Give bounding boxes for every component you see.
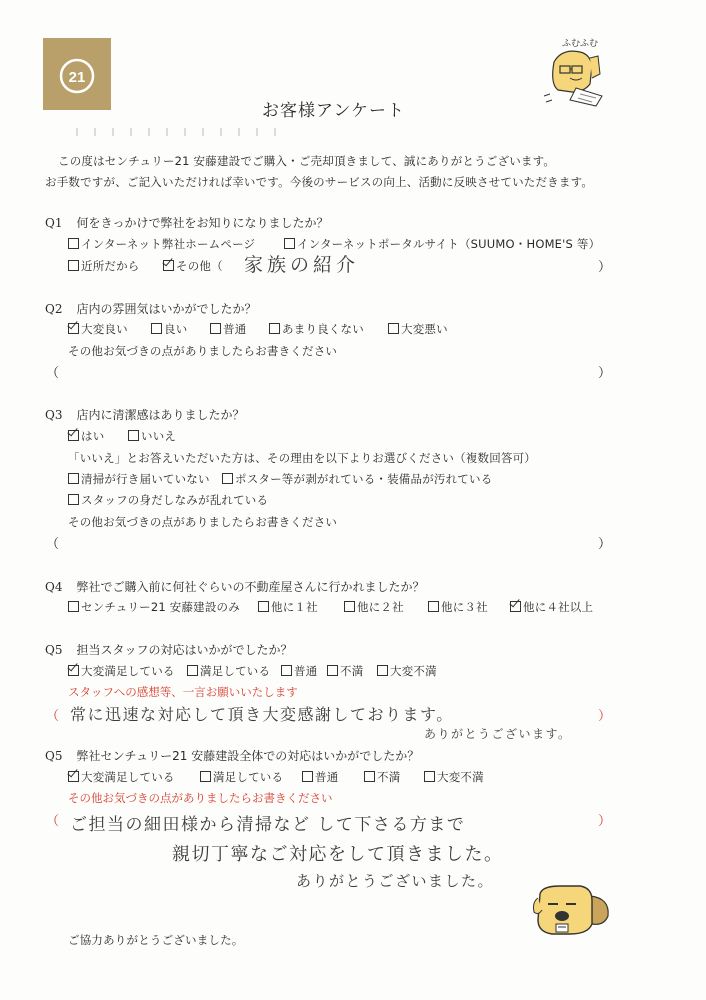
q5b-number: Q5 — [45, 749, 63, 763]
q4-option-1 — [68, 599, 240, 615]
q5a-handwritten-line-2: ありがとうございます。 — [424, 727, 572, 741]
q1-option-2-label: インターネットポータルサイト（SUUMO・HOME'S 等） — [297, 237, 601, 251]
q2-option-3-checkbox[interactable] — [210, 323, 221, 334]
q4-option-5-label: 他に４社以上 — [523, 600, 594, 614]
q5b-text: 弊社センチュリー21 安藤建設全体での対応はいかがでしたか？ — [76, 749, 420, 763]
q4-option-5 — [510, 599, 593, 615]
q4-option-5-checkbox[interactable] — [510, 601, 521, 612]
q2-option-2-label: 良い — [164, 322, 188, 336]
century21-logo-icon — [43, 38, 111, 110]
q1-close-paren: ） — [598, 260, 612, 275]
logo-text: 21 — [68, 69, 86, 86]
q1-text: 何をきっかけで弊社をお知りになりましたか？ — [76, 216, 329, 230]
q5b-option-4-checkbox[interactable] — [364, 771, 375, 782]
q2-close-paren: ） — [598, 366, 612, 381]
q5a-close-paren: ） — [598, 709, 612, 724]
q5b-comment-prompt: その他お気づきの点がありましたらお書きください — [68, 791, 333, 805]
q4-number: Q4 — [45, 580, 63, 594]
q3-close-paren: ） — [598, 537, 612, 552]
q5a-option-1-checkbox[interactable] — [68, 665, 79, 676]
q4-option-1-checkbox[interactable] — [68, 601, 79, 612]
q2-option-1-label: 大変良い — [81, 322, 128, 336]
q5b-close-paren: ） — [598, 814, 612, 829]
q5a-text: 担当スタッフの対応はいかがでしたか？ — [76, 643, 293, 657]
q4-text: 弊社でご購入前に何社ぐらいの不動産屋さんに行かれましたか？ — [76, 580, 425, 594]
q3-option-1 — [68, 428, 104, 444]
q5b-question — [45, 747, 419, 764]
q3-option-2 — [128, 428, 176, 444]
q5a-option-4 — [327, 663, 363, 679]
q2-option-5-checkbox[interactable] — [388, 323, 399, 334]
q4-option-4-label: 他に３社 — [441, 600, 488, 614]
q4-option-3-checkbox[interactable] — [344, 601, 355, 612]
q5a-option-3-checkbox[interactable] — [281, 665, 292, 676]
q4-option-3 — [344, 599, 404, 615]
q3-reason-2 — [222, 471, 492, 487]
q5a-option-1 — [68, 663, 175, 679]
q5a-option-5-label: 大変不満 — [390, 664, 437, 678]
q5a-option-2-label: 満足している — [200, 664, 271, 678]
q3-followup: 「いいえ」とお答えいただいた方は、その理由を以下よりお選びください（複数回答可） — [68, 451, 536, 465]
q2-option-5 — [388, 321, 448, 337]
q3-reason-3-checkbox[interactable] — [68, 494, 79, 505]
q1-option-1-checkbox[interactable] — [68, 238, 79, 249]
q5a-option-2-checkbox[interactable] — [187, 665, 198, 676]
q1-option-4-label: その他（ — [176, 259, 223, 273]
q1-option-3-label: 近所だから — [81, 259, 140, 273]
q3-reason-3 — [68, 492, 268, 508]
q1-option-3-checkbox[interactable] — [68, 260, 79, 271]
q2-option-3-label: 普通 — [223, 322, 247, 336]
q5b-option-5 — [424, 769, 484, 785]
q4-option-1-label: センチュリー21 安藤建設のみ — [81, 600, 240, 614]
q5b-open-paren: （ — [46, 814, 60, 829]
q3-option-1-checkbox[interactable] — [68, 430, 79, 441]
page-title: お客様アンケート — [262, 101, 405, 121]
q5a-option-1-label: 大変満足している — [81, 664, 175, 678]
q2-option-4-checkbox[interactable] — [269, 323, 280, 334]
q2-open-paren: （ — [46, 366, 60, 381]
q2-option-2-checkbox[interactable] — [151, 323, 162, 334]
q5a-question — [45, 641, 293, 658]
q2-option-4 — [269, 321, 364, 337]
q2-other-prompt: その他お気づきの点がありましたらお書きください — [68, 344, 338, 358]
q2-option-3 — [210, 321, 246, 337]
q5a-option-4-checkbox[interactable] — [327, 665, 338, 676]
q3-reason-2-checkbox[interactable] — [222, 473, 233, 484]
scan-noise — [76, 128, 276, 136]
q2-option-2 — [151, 321, 187, 337]
q3-option-1-label: はい — [81, 429, 105, 443]
q1-option-2-checkbox[interactable] — [284, 238, 295, 249]
mascot-top — [540, 36, 620, 106]
q4-question — [45, 578, 425, 595]
q5a-option-2 — [187, 663, 270, 679]
q5b-option-3-checkbox[interactable] — [302, 771, 313, 782]
q5b-option-4-label: 不満 — [377, 770, 401, 784]
q5b-option-5-checkbox[interactable] — [424, 771, 435, 782]
q1-row-2b — [163, 258, 223, 274]
intro-line-1: この度はセンチュリー21 安藤建設でご購入・ご売却頂きまして、誠にありがとうございます。 — [58, 154, 556, 168]
q3-other-prompt: その他お気づきの点がありましたらお書きください — [68, 515, 338, 529]
q3-text: 店内に清潔感はありましたか？ — [76, 408, 245, 422]
q1-row-2 — [68, 258, 140, 274]
q4-option-3-label: 他に２社 — [357, 600, 404, 614]
q5a-option-5-checkbox[interactable] — [377, 665, 388, 676]
q3-reason-1 — [68, 471, 210, 487]
q2-text: 店内の雰囲気はいかがでしたか？ — [76, 302, 257, 316]
q2-question — [45, 300, 257, 317]
q5a-handwritten-line-1: 常に迅速な対応して頂き大変感謝しております。 — [70, 705, 454, 724]
q5a-option-4-label: 不満 — [340, 664, 364, 678]
q3-open-paren: （ — [46, 537, 60, 552]
company-logo — [43, 38, 111, 110]
mascot-caption: ふむふむ — [562, 39, 599, 49]
q5a-comment-prompt: スタッフへの感想等、一言お願いいたします — [68, 685, 298, 699]
q5b-option-4 — [364, 769, 400, 785]
q2-option-1-checkbox[interactable] — [68, 323, 79, 334]
mascot-bottom — [530, 882, 614, 942]
q3-option-2-checkbox[interactable] — [128, 430, 139, 441]
q1-row-1 — [68, 236, 255, 252]
intro-line-2: お手数ですが、ご記入いただければ幸いです。今後のサービスの向上、活動に反映させていただきます。 — [45, 175, 594, 189]
q4-option-4 — [428, 599, 488, 615]
q3-reason-2-label: ポスター等が剥がれている・装備品が汚れている — [235, 472, 493, 486]
q5a-option-3 — [281, 663, 317, 679]
q5b-option-5-label: 大変不満 — [437, 770, 484, 784]
q5b-option-2 — [200, 769, 283, 785]
q5b-option-2-label: 満足している — [213, 770, 284, 784]
q3-number: Q3 — [45, 408, 63, 422]
q2-option-4-label: あまり良くない — [282, 322, 364, 336]
footer-thanks: ご協力ありがとうございました。 — [68, 933, 244, 947]
q3-reason-3-label: スタッフの身だしなみが乱れている — [81, 493, 269, 507]
q3-reason-1-label: 清掃が行き届いていない — [81, 472, 210, 486]
q5b-option-1-label: 大変満足している — [81, 770, 175, 784]
q5a-number: Q5 — [45, 643, 63, 657]
dog-face-icon — [530, 882, 614, 942]
q1-question — [45, 214, 329, 231]
q2-number: Q2 — [45, 302, 63, 316]
q4-option-2 — [258, 599, 318, 615]
q5b-option-3-label: 普通 — [315, 770, 339, 784]
q3-option-2-label: いいえ — [141, 429, 177, 443]
q4-option-2-label: 他に１社 — [271, 600, 318, 614]
q2-option-1 — [68, 321, 128, 337]
q4-option-4-checkbox[interactable] — [428, 601, 439, 612]
q5a-option-3-label: 普通 — [294, 664, 318, 678]
dog-writing-icon — [540, 44, 620, 114]
q5b-handwritten-line-2: 親切丁寧なご対応をして頂きました。 — [172, 844, 504, 865]
q4-option-2-checkbox[interactable] — [258, 601, 269, 612]
q3-reason-1-checkbox[interactable] — [68, 473, 79, 484]
q1-option-4-checkbox[interactable] — [163, 260, 174, 271]
q5a-open-paren: （ — [46, 709, 60, 724]
q1-handwritten-answer: 家族の紹介 — [244, 254, 360, 276]
q1-number: Q1 — [45, 216, 63, 230]
q1-option-1-label: インターネット弊社ホームページ — [81, 237, 256, 251]
q5b-handwritten-line-3: ありがとうございました。 — [296, 872, 495, 890]
q5b-option-1-checkbox[interactable] — [68, 771, 79, 782]
q5b-handwritten-line-1: ご担当の細田様から清掃など して下さる方まで — [70, 815, 466, 835]
q5a-option-5 — [377, 663, 437, 679]
q5b-option-2-checkbox[interactable] — [200, 771, 211, 782]
q3-question — [45, 406, 245, 423]
q5b-option-3 — [302, 769, 338, 785]
q5b-option-1 — [68, 769, 175, 785]
q2-option-5-label: 大変悪い — [401, 322, 448, 336]
